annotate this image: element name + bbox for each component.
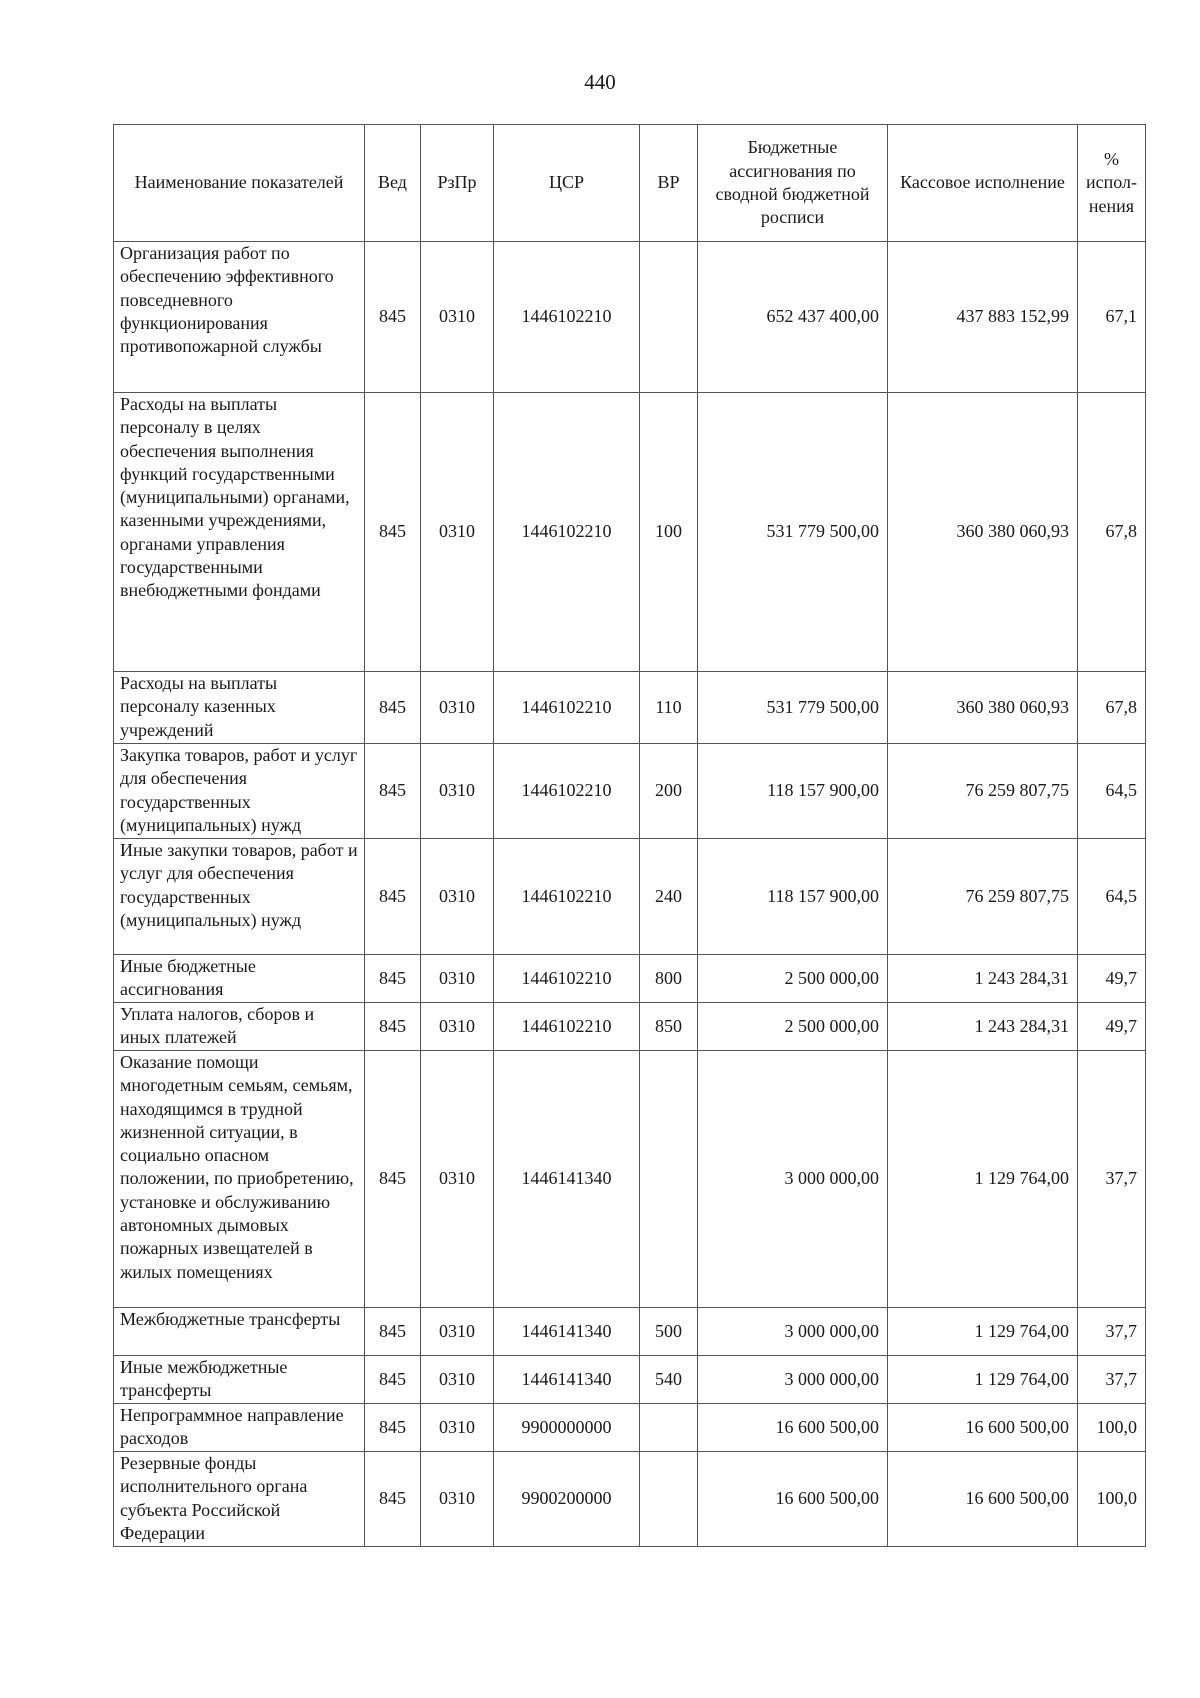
cell-percent: 49,7 — [1078, 955, 1146, 1003]
header-percent: % испол-нения — [1078, 125, 1146, 242]
cell-rzpr: 0310 — [421, 1051, 494, 1308]
cell-rzpr: 0310 — [421, 393, 494, 672]
cell-rzpr: 0310 — [421, 1308, 494, 1356]
table-row — [114, 393, 1146, 672]
header-csr: ЦСР — [494, 125, 640, 242]
cell-ved: 845 — [365, 1404, 421, 1452]
cell-rzpr: 0310 — [421, 839, 494, 955]
cell-rzpr: 0310 — [421, 1003, 494, 1051]
cell-cash: 16 600 500,00 — [888, 1404, 1078, 1452]
cell-vr: 100 — [640, 393, 698, 672]
cell-budget: 118 157 900,00 — [698, 839, 888, 955]
cell-name: Иные закупки товаров, работ и услуг для обеспечения государственных (муниципальных) нужд — [114, 839, 365, 955]
table-row — [114, 1003, 1146, 1051]
cell-rzpr: 0310 — [421, 1404, 494, 1452]
cell-ved: 845 — [365, 672, 421, 744]
cell-ved: 845 — [365, 1003, 421, 1051]
cell-percent: 100,0 — [1078, 1404, 1146, 1452]
cell-budget: 3 000 000,00 — [698, 1051, 888, 1308]
cell-csr: 1446141340 — [494, 1308, 640, 1356]
cell-ved: 845 — [365, 242, 421, 393]
header-vr: ВР — [640, 125, 698, 242]
page-number: 440 — [584, 70, 616, 94]
cell-vr: 240 — [640, 839, 698, 955]
cell-cash: 1 129 764,00 — [888, 1051, 1078, 1308]
cell-vr — [640, 1051, 698, 1308]
cell-name: Закупка товаров, работ и услуг для обеспечения государственных (муниципальных) нужд — [114, 744, 365, 839]
cell-cash: 437 883 152,99 — [888, 242, 1078, 393]
cell-name: Межбюджетные трансферты — [114, 1308, 365, 1356]
cell-ved: 845 — [365, 1452, 421, 1547]
cell-csr: 1446102210 — [494, 242, 640, 393]
cell-budget: 3 000 000,00 — [698, 1356, 888, 1404]
header-ved: Вед — [365, 125, 421, 242]
cell-csr: 9900200000 — [494, 1452, 640, 1547]
cell-cash: 76 259 807,75 — [888, 744, 1078, 839]
cell-csr: 1446102210 — [494, 1003, 640, 1051]
table-row — [114, 1308, 1146, 1356]
cell-percent: 67,8 — [1078, 672, 1146, 744]
cell-ved: 845 — [365, 1308, 421, 1356]
cell-name: Резервные фонды исполнительного органа субъекта Российской Федерации — [114, 1452, 365, 1547]
cell-percent: 67,1 — [1078, 242, 1146, 393]
table-header-row — [114, 125, 1146, 242]
header-cash: Кассовое исполнение — [888, 125, 1078, 242]
cell-budget: 652 437 400,00 — [698, 242, 888, 393]
cell-name: Непрограммное направление расходов — [114, 1404, 365, 1452]
cell-csr: 1446102210 — [494, 672, 640, 744]
cell-budget: 16 600 500,00 — [698, 1452, 888, 1547]
cell-vr: 500 — [640, 1308, 698, 1356]
table-row — [114, 955, 1146, 1003]
cell-name: Организация работ по обеспечению эффективного повседневного функционирования противопожарной службы — [114, 242, 365, 393]
cell-percent: 64,5 — [1078, 839, 1146, 955]
cell-name: Расходы на выплаты персоналу в целях обеспечения выполнения функций государственными (муниципальными) органами, казенными учреждениями, органами управления государственными внебюджетными фондами — [114, 393, 365, 672]
cell-name: Иные бюджетные ассигнования — [114, 955, 365, 1003]
cell-percent: 100,0 — [1078, 1452, 1146, 1547]
cell-cash: 16 600 500,00 — [888, 1452, 1078, 1547]
cell-vr: 540 — [640, 1356, 698, 1404]
cell-name: Оказание помощи многодетным семьям, семьям, находящимся в трудной жизненной ситуации, в социально опасном положении, по приобретению, установке и обслуживанию автономных дымовых пожарных извещателей в жилых помещениях — [114, 1051, 365, 1308]
cell-cash: 360 380 060,93 — [888, 393, 1078, 672]
cell-ved: 845 — [365, 839, 421, 955]
header-rzpr: РзПр — [421, 125, 494, 242]
table-row — [114, 242, 1146, 393]
cell-budget: 118 157 900,00 — [698, 744, 888, 839]
cell-vr: 850 — [640, 1003, 698, 1051]
cell-budget: 2 500 000,00 — [698, 1003, 888, 1051]
cell-vr: 200 — [640, 744, 698, 839]
cell-cash: 1 129 764,00 — [888, 1356, 1078, 1404]
table-row — [114, 744, 1146, 839]
cell-csr: 1446141340 — [494, 1356, 640, 1404]
budget-execution-table — [113, 124, 1146, 1547]
table-row — [114, 1051, 1146, 1308]
table-row — [114, 839, 1146, 955]
cell-cash: 1 243 284,31 — [888, 1003, 1078, 1051]
table-row — [114, 1452, 1146, 1547]
cell-percent: 37,7 — [1078, 1308, 1146, 1356]
table-body — [114, 242, 1146, 1547]
cell-budget: 531 779 500,00 — [698, 393, 888, 672]
cell-rzpr: 0310 — [421, 672, 494, 744]
cell-ved: 845 — [365, 744, 421, 839]
table-row — [114, 672, 1146, 744]
cell-budget: 531 779 500,00 — [698, 672, 888, 744]
cell-csr: 1446102210 — [494, 955, 640, 1003]
table-row — [114, 1404, 1146, 1452]
cell-name: Иные межбюджетные трансферты — [114, 1356, 365, 1404]
cell-csr: 1446141340 — [494, 1051, 640, 1308]
cell-ved: 845 — [365, 1051, 421, 1308]
header-budget: Бюджетные ассигнования по сводной бюджетной росписи — [698, 125, 888, 242]
cell-percent: 37,7 — [1078, 1051, 1146, 1308]
cell-rzpr: 0310 — [421, 242, 494, 393]
cell-budget: 2 500 000,00 — [698, 955, 888, 1003]
cell-budget: 16 600 500,00 — [698, 1404, 888, 1452]
cell-percent: 64,5 — [1078, 744, 1146, 839]
cell-name: Расходы на выплаты персоналу казенных учреждений — [114, 672, 365, 744]
cell-percent: 37,7 — [1078, 1356, 1146, 1404]
cell-rzpr: 0310 — [421, 955, 494, 1003]
cell-rzpr: 0310 — [421, 744, 494, 839]
cell-vr — [640, 242, 698, 393]
cell-vr — [640, 1404, 698, 1452]
cell-ved: 845 — [365, 393, 421, 672]
cell-cash: 360 380 060,93 — [888, 672, 1078, 744]
cell-vr: 110 — [640, 672, 698, 744]
cell-vr — [640, 1452, 698, 1547]
cell-cash: 1 243 284,31 — [888, 955, 1078, 1003]
cell-percent: 49,7 — [1078, 1003, 1146, 1051]
cell-csr: 1446102210 — [494, 839, 640, 955]
cell-vr: 800 — [640, 955, 698, 1003]
table-row — [114, 1356, 1146, 1404]
cell-ved: 845 — [365, 1356, 421, 1404]
cell-budget: 3 000 000,00 — [698, 1308, 888, 1356]
cell-rzpr: 0310 — [421, 1356, 494, 1404]
cell-csr: 1446102210 — [494, 393, 640, 672]
cell-csr: 9900000000 — [494, 1404, 640, 1452]
cell-csr: 1446102210 — [494, 744, 640, 839]
cell-ved: 845 — [365, 955, 421, 1003]
cell-percent: 67,8 — [1078, 393, 1146, 672]
header-name: Наименование показателей — [114, 125, 365, 242]
cell-rzpr: 0310 — [421, 1452, 494, 1547]
cell-cash: 76 259 807,75 — [888, 839, 1078, 955]
cell-name: Уплата налогов, сборов и иных платежей — [114, 1003, 365, 1051]
cell-cash: 1 129 764,00 — [888, 1308, 1078, 1356]
